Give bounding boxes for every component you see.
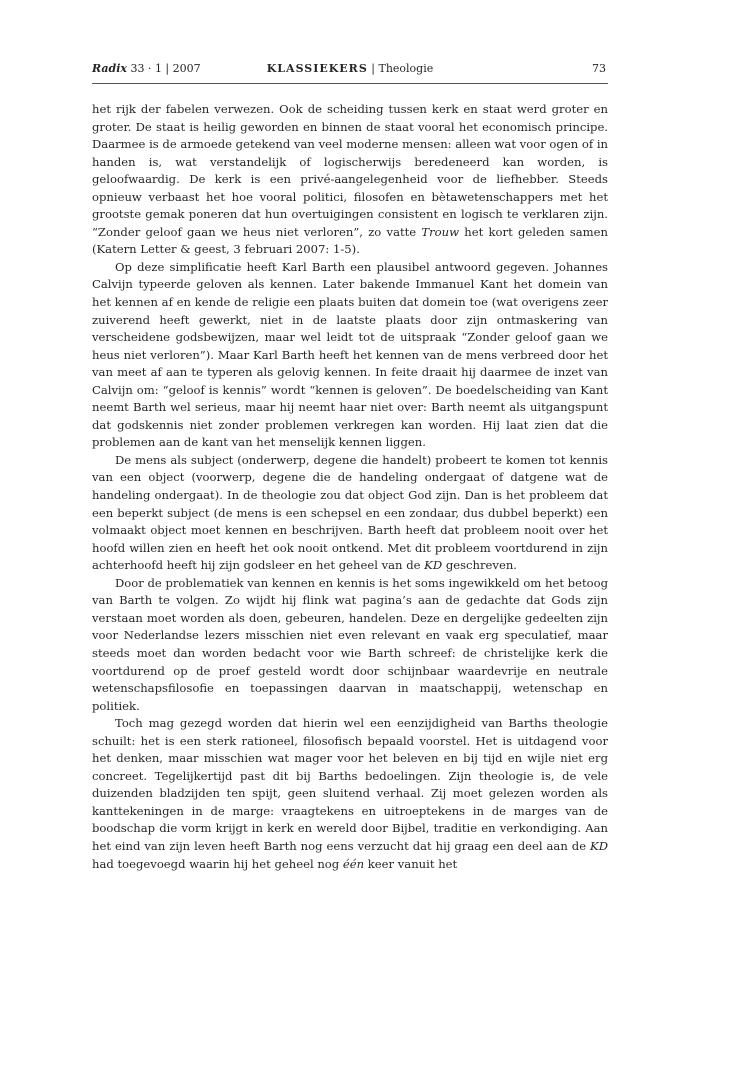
- paragraph-2: Op deze simplificatie heeft Karl Barth een plausibel antwoord gegeven. Johannes Calvijn typeerde geloven als kennen. Later bakende Immanuel Kant het domein van het kennen af en kende de religie een plaats buiten dat domein toe (wat overigens zeer zuiverend heeft gewerkt, niet in de laatste plaats door zijn ontmaskering van verscheidene godsbewijzen, maar wel leidt tot de uitspraak “Zonder geloof gaan we heus niet verloren”). Maar Karl Barth heeft het kennen van de mens verbreed door het van meet af aan te typeren als gelovig kennen. In feite draait hij daarmee de inzet van Calvijn om: “geloof is kennis” wordt “kennen is geloven”. De boedelscheiding van Kant neemt Barth wel serieus, maar hij neemt haar niet over: Barth neemt als uitgangspunt dat godskennis niet zonder problemen verkregen kan worden. Hij laat zien dat die problemen aan de kant van het menselijk kennen liggen.: [92, 259, 608, 450]
- paragraph-3: De mens als subject (onderwerp, degene die handelt) probeert te komen tot kennis van een object (voorwerp, degene die de handeling ondergaat of datgene wat de handeling ondergaat). In de theologie zou dat object God zijn. Dan is het probleem dat een beperkt subject (de mens is een schepsel en een zondaar, dus dubbel beperkt) een volmaakt object moet kennen en beschrijven. Barth heeft dat probleem nooit over het hoofd willen zien en heeft het ook nooit ontkend. Met dit probleem voortdurend in zijn achterhoofd heeft hij zijn godsleer en het geheel van de KD geschreven.: [92, 452, 608, 573]
- section-name: KLASSIEKERS: [266, 62, 368, 75]
- page-number: 73: [592, 62, 606, 75]
- paragraph-4: Door de problematiek van kennen en kennis is het soms ingewikkeld om het betoog van Barth te volgen. Zo wijdt hij flink wat pagina’s aan de gedachte dat Gods zijn verstaan moet worden als doen, gebeuren, handelen. Deze en dergelijke gedeelten zijn voor Nederlandse lezers misschien niet even relevant en vaak erg speculatief, maar steeds moet dan worden bedacht voor wie Barth schreef: de christelijke kerk die voortdurend op de proef gesteld wordt door schijnbaar waardevrije en neutrale wetenschapsfilosofie en toepassingen daarvan in maatschappij, wetenschap en politiek.: [92, 575, 608, 713]
- running-header: [92, 59, 608, 84]
- subsection-name: Theologie: [378, 62, 434, 75]
- kd-abbreviation: KD: [590, 838, 608, 853]
- newspaper-title: Trouw: [421, 224, 460, 239]
- issue-info: 33 · 1 | 2007: [130, 62, 201, 75]
- article-body: [92, 101, 608, 873]
- header-divider: |: [367, 62, 379, 75]
- kd-abbreviation: KD: [424, 558, 443, 573]
- emphasis-een: één: [342, 856, 365, 871]
- paragraph-1: het rijk der fabelen verwezen. Ook de scheiding tussen kerk en staat werd groter en groter. De staat is heilig geworden en binnen de staat vooral het economisch principe. Daarmee is de armoede getekend van veel moderne mensen: alleen wat voor ogen of in handen is, wat verstandelijk of logischerwijs beredeneerd kan worden, is geloofwaardig. De kerk is een privé-aangelegenheid voor de liefhebber. Steeds opnieuw verbaast het hoe vooral politici, filosofen en bètawetenschappers met het grootste gemak poneren dat hun overtuigingen consistent en logisch te verklaren zijn. “Zonder geloof gaan we heus niet verloren”, zo vatte Trouw het kort geleden samen (Katern Letter & geest, 3 februari 2007: 1-5).: [92, 102, 608, 257]
- paragraph-5: Toch mag gezegd worden dat hierin wel een eenzijdigheid van Barths theologie schuilt: het is een sterk rationeel, filosofisch bepaald voorstel. Het is uitdagend voor het denken, maar misschien wat mager voor het beleven en bij tijd en wijle niet erg concreet. Tegelijkertijd past dit bij Barths bedoelingen. Zijn theologie is, de vele duizenden bladzijden ten spijt, geen sluitend verhaal. Zij moet gelezen worden als kanttekeningen in de marge: vraagtekens en uitroeptekens in de marges van de boodschap die vorm krijgt in kerk en wereld door Bijbel, traditie en verkondiging. Aan het eind van zijn leven heeft Barth nog eens verzucht dat hij graag een deel aan de KD had toegevoegd waarin hij het geheel nog één keer vanuit het: [92, 716, 608, 871]
- journal-name: Radix: [92, 62, 127, 75]
- section-heading: [92, 62, 608, 76]
